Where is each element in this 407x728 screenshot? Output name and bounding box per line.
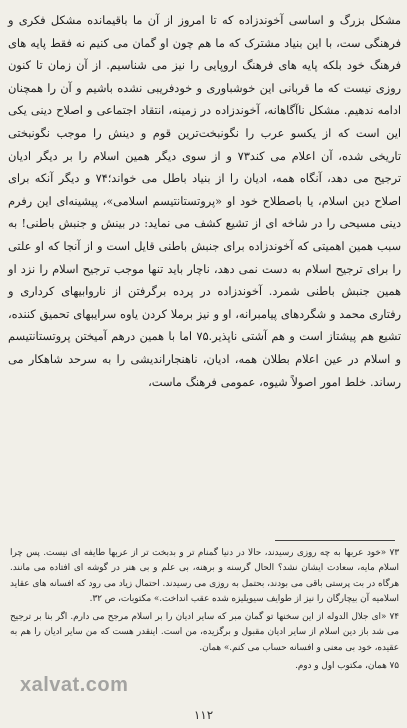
watermark: xalvat.com [20,674,129,696]
page-number: ۱۱۲ [193,708,214,722]
footnote-separator [275,540,395,541]
footnote-73: ۷۳ «خود عربها به چه روزی رسیدند، حالا در دنیا گمنام تر و بدبخت تر از عربها طایفه ای نیست. پس چرا اسلام مایه، سعادت ایشان نشد؟ الحال گرسنه و برهنه، بی علم و بی هنر در گوشه ای افتاده می مانند. هرگاه در بت پرستی باقی می بودند، بحتمل به روزی می رسیدند. احتمال زیاد می رود که افسانه های عقاید اسلامیه آن بیچارگان را نیز از طوایف سیویلیزه شده عقب انداخت.» مکتوبات، ص ۳۲. [10,548,399,604]
footnotes-block [10,546,399,677]
footnote-74: ۷۴ «ای جلال الدوله از این سخنها تو گمان مبر که سایر ادیان را بر اسلام مرجح می دارم. اگر بنا بر ترجیح می شد باز دین اسلام از سایر ادیان مقبول و برگزیده، من است. اینقدر هست که من سایر ادیان را هم به عقیده، خود بی معنی و افسانه حساب می کنم.» همان. [10,612,399,653]
body-paragraph: مشکل بزرگ و اساسی آخوندزاده که تا امروز از آن ما باقیمانده مشکل فکری و فرهنگی ست، با این بنیاد مشترک که ما هم چون او گمان می کنیم نه فقط پایه های فرهنگ خود بلکه پایه های فرهنگ اروپایی را نیز می شناسیم. از آن زمان تا کنون روزی نیست که ما قربانی این خوشباوری و خودفریبی نشده باشیم و آن را همچنان ادامه ندهیم. مشکل ناآگاهانه، آخوندزاده در زمینه، انتقاد اجتماعی و اصلاح دینی یکی این است که از یکسو عرب را نگونبخت‌ترین قوم و دینش را موجب نگونبختی تاریخی شده، آن اعلام می کند۷۳ و از سوی دیگر همین اسلام را بر دیگر ادیان ترجیح می دهد، آنگاه همه، ادیان را از بنیاد باطل می خواند؛۷۴ و دیگر آنکه برای اصلاح دین اسلام، یا باصطلاح خود او «پروتستانتیسم اسلامی»، پیشینه‌ای این رفرم دینی مسیحی را در شاخه ای از تشیع کشف می نماید: در بینش و جنبش باطنی! به سبب همین اهمیتی که آخوندزاده برای جنبش باطنی قایل است و از آنجا که او علتی را برای ترجیح اسلام به دست نمی دهد، ناچار باید تنها موجب ترجیح اسلام را نزد او همین جنبش باطنی شمرد. آخوندزاده در پرده برگرفتن از ناروابیهای کرداری و رفتاری محمد و شگردهای پیامبرانه، او و نیز برملا کردن یاوه سرایبهای تحمیق کننده، تشیع هم پیشتاز است و هم آشتی ناپذیر.۷۵ اما با همین درهم آمیختن پروتستانتیسم و اسلام در عین اعلام بطلان همه، ادیان، ناهنجاراندیشی را به سرحد شاهکار می رساند. خلط امور اصولاً شیوه، عمومی فرهنگ ماست، [7,14,402,389]
footnote-75: ۷۵ همان، مکتوب اول و دوم. [295,661,399,672]
main-text-block [8,10,401,394]
